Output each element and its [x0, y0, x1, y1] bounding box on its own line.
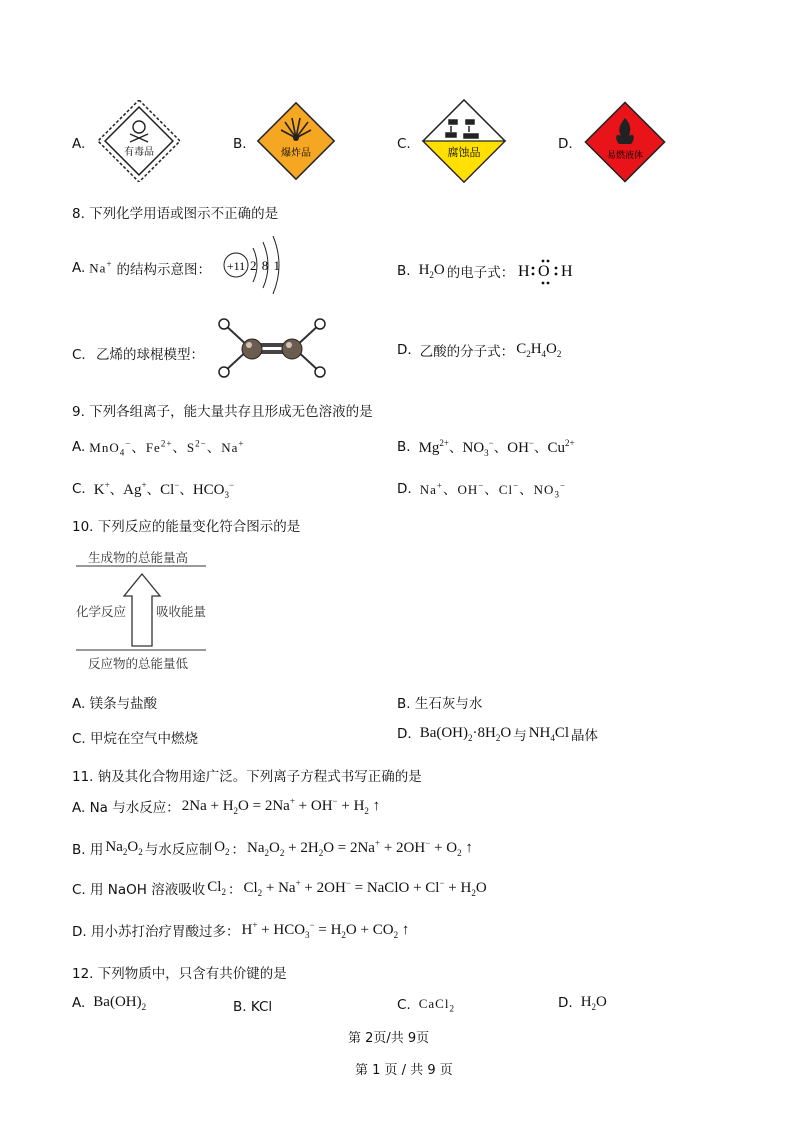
page-number-inner: 第 2页/共 9页 — [348, 1031, 430, 1046]
q9-c-ions: K+、Ag+、Cl−、$HCO_3^-$ — [93, 480, 235, 500]
q11-d-equation: $H^+ + HCO_3^- = H_2O + CO_2$ ↑ — [241, 920, 410, 940]
electron-shells: 2 8 1 — [250, 258, 280, 273]
svg-text:O: O — [538, 263, 550, 280]
up-arrow-icon — [124, 574, 160, 646]
explosive-sign — [255, 100, 337, 182]
q9-d-ions: Na+、OH−、Cl−、$NO_3^-$ — [419, 480, 567, 500]
diagram-left-label: 化学反应 — [76, 604, 127, 619]
q10-d-end: 晶体 — [571, 728, 599, 744]
q11-b-o2: $O_2$ — [214, 839, 230, 857]
q8-option-c — [72, 343, 204, 363]
q9-stem: 9. 下列各组离子，能大量共存且形成无色溶液的是 — [72, 404, 373, 420]
q8-stem: 8. 下列化学用语或图示不正确的是 — [72, 206, 279, 222]
q10-option-b: B. 生石灰与水 — [397, 696, 483, 712]
nucleus-charge: +11 — [226, 259, 246, 273]
q9-option-b — [397, 436, 575, 458]
q8-a-ion: Na+ — [89, 259, 113, 276]
q9-b-ions: $Mg^{2+}$、$NO_3^-$、OH−、$Cu^{2+}$ — [418, 438, 575, 458]
q12-option-a — [72, 994, 146, 1012]
q11-c-colon: ： — [227, 882, 242, 898]
q11-a-equation: $2Na + H_2O = 2Na^+ + OH^- + H_2$ ↑ — [181, 796, 381, 816]
water-electron-formula — [516, 256, 582, 286]
q9-c-letter: C. — [72, 481, 86, 497]
q8-b-letter: B. — [397, 263, 411, 279]
q12-d-formula: $H_2O$ — [580, 994, 607, 1012]
q11-c-text: C. 用 NaOH 溶液吸收 — [72, 882, 206, 898]
q10-d-letter: D. — [397, 726, 412, 742]
flammable-sign — [583, 100, 667, 184]
q8-b-text: 的电子式： — [446, 265, 515, 281]
diagram-top-label: 生成物的总能量高 — [88, 550, 189, 565]
q9-a-ions: MnO$_4$−、$Fe^{2+}$、$S^{2-}$、Na+ — [89, 438, 245, 458]
q10-option-d — [397, 724, 598, 744]
ethylene-ball-stick-model — [214, 316, 330, 384]
q11-option-c — [72, 878, 487, 898]
q7-option-a-letter: A. — [72, 136, 86, 152]
q8-a-text: 的结构示意图： — [116, 262, 212, 278]
q12-stem: 12. 下列物质中，只含有共价键的是 — [72, 966, 287, 982]
q7-option-a-label: 有毒品 — [124, 147, 154, 158]
q8-a-letter: A. — [72, 260, 86, 276]
q9-a-letter: A. — [72, 438, 86, 455]
q10-d-formula-1: $Ba(OH)_2\cdot 8H_2O$ — [419, 725, 512, 743]
q12-option-c — [397, 996, 455, 1014]
q7-option-b-letter: B. — [233, 136, 247, 152]
energy-diagram — [72, 544, 222, 674]
q8-b-formula: $H_2O$ — [418, 262, 445, 280]
toxic-sign — [98, 100, 180, 182]
q11-b-colon: ： — [231, 842, 246, 858]
q7-option-d-letter: D. — [558, 136, 573, 152]
q11-b-formula: $Na_2O_2$ — [105, 839, 143, 857]
q12-a-formula: $Ba(OH)_2$ — [93, 994, 147, 1012]
q7-option-b-label: 爆炸品 — [281, 148, 311, 159]
corrosive-sign — [420, 98, 508, 184]
q12-c-letter: C. — [397, 996, 411, 1013]
q11-option-b — [72, 838, 473, 858]
q10-option-a: A. 镁条与盐酸 — [72, 696, 158, 712]
q11-stem: 11. 钠及其化合物用途广泛。下列离子方程式书写正确的是 — [72, 769, 422, 785]
q10-d-formula-2: $NH_4Cl$ — [528, 725, 570, 743]
q11-b-mid: 与水反应制 — [144, 842, 213, 858]
q11-b-equation: $Na_2O_2 + 2H_2O = 2Na^+ + 2OH^- + O_2$ ↑ — [247, 838, 473, 858]
q9-option-c — [72, 478, 234, 500]
diagram-bottom-label: 反应物的总能量低 — [88, 656, 189, 671]
q12-option-d — [558, 994, 607, 1012]
q8-option-d — [397, 340, 561, 360]
q11-option-a — [72, 796, 380, 816]
page-number-outer: 第 1 页 / 共 9 页 — [355, 1063, 453, 1078]
q12-d-letter: D. — [558, 995, 573, 1011]
q7-option-c-label: 腐蚀品 — [447, 146, 481, 159]
q10-d-mid: 与 — [513, 728, 527, 744]
q11-d-text: D. 用小苏打治疗胃酸过多： — [72, 924, 240, 940]
q9-d-letter: D. — [397, 480, 412, 497]
q8-option-a — [72, 258, 211, 278]
q12-c-formula: CaCl$_2$ — [418, 996, 455, 1014]
q10-option-c: C. 甲烷在空气中燃烧 — [72, 731, 199, 747]
q9-b-letter: B. — [397, 439, 411, 455]
q8-option-b — [397, 256, 582, 286]
q8-d-text: 乙酸的分子式： — [419, 344, 515, 360]
diagram-right-label: 吸收能量 — [156, 604, 207, 619]
q11-c-equation: $Cl_2 + Na^+ + 2OH^-$ = NaClO + $Cl^- + H_2O$ — [243, 878, 487, 898]
q8-d-formula: $C_2H_4O_2$ — [516, 341, 562, 359]
q12-option-b: B. KCl — [233, 999, 273, 1015]
q11-a-text: A. Na 与水反应： — [72, 800, 180, 816]
sodium-ion-structure-diagram — [220, 234, 300, 298]
q8-c-text: 乙烯的球棍模型： — [96, 347, 205, 363]
q11-b-text: B. 用 — [72, 842, 104, 858]
q11-option-d — [72, 920, 409, 940]
q10-stem: 10. 下列反应的能量变化符合图示的是 — [72, 519, 301, 535]
q8-c-letter: C. — [72, 347, 86, 363]
q12-a-letter: A. — [72, 995, 86, 1011]
q11-c-cl2: $Cl_2$ — [207, 879, 226, 897]
q9-option-a — [72, 436, 244, 458]
q9-option-d — [397, 478, 566, 500]
q8-d-letter: D. — [397, 342, 412, 358]
q7-option-d-label: 易燃液体 — [606, 151, 644, 161]
q7-option-c-letter: C. — [397, 136, 411, 152]
svg-text:H: H — [518, 263, 530, 280]
svg-text:H: H — [561, 263, 573, 280]
